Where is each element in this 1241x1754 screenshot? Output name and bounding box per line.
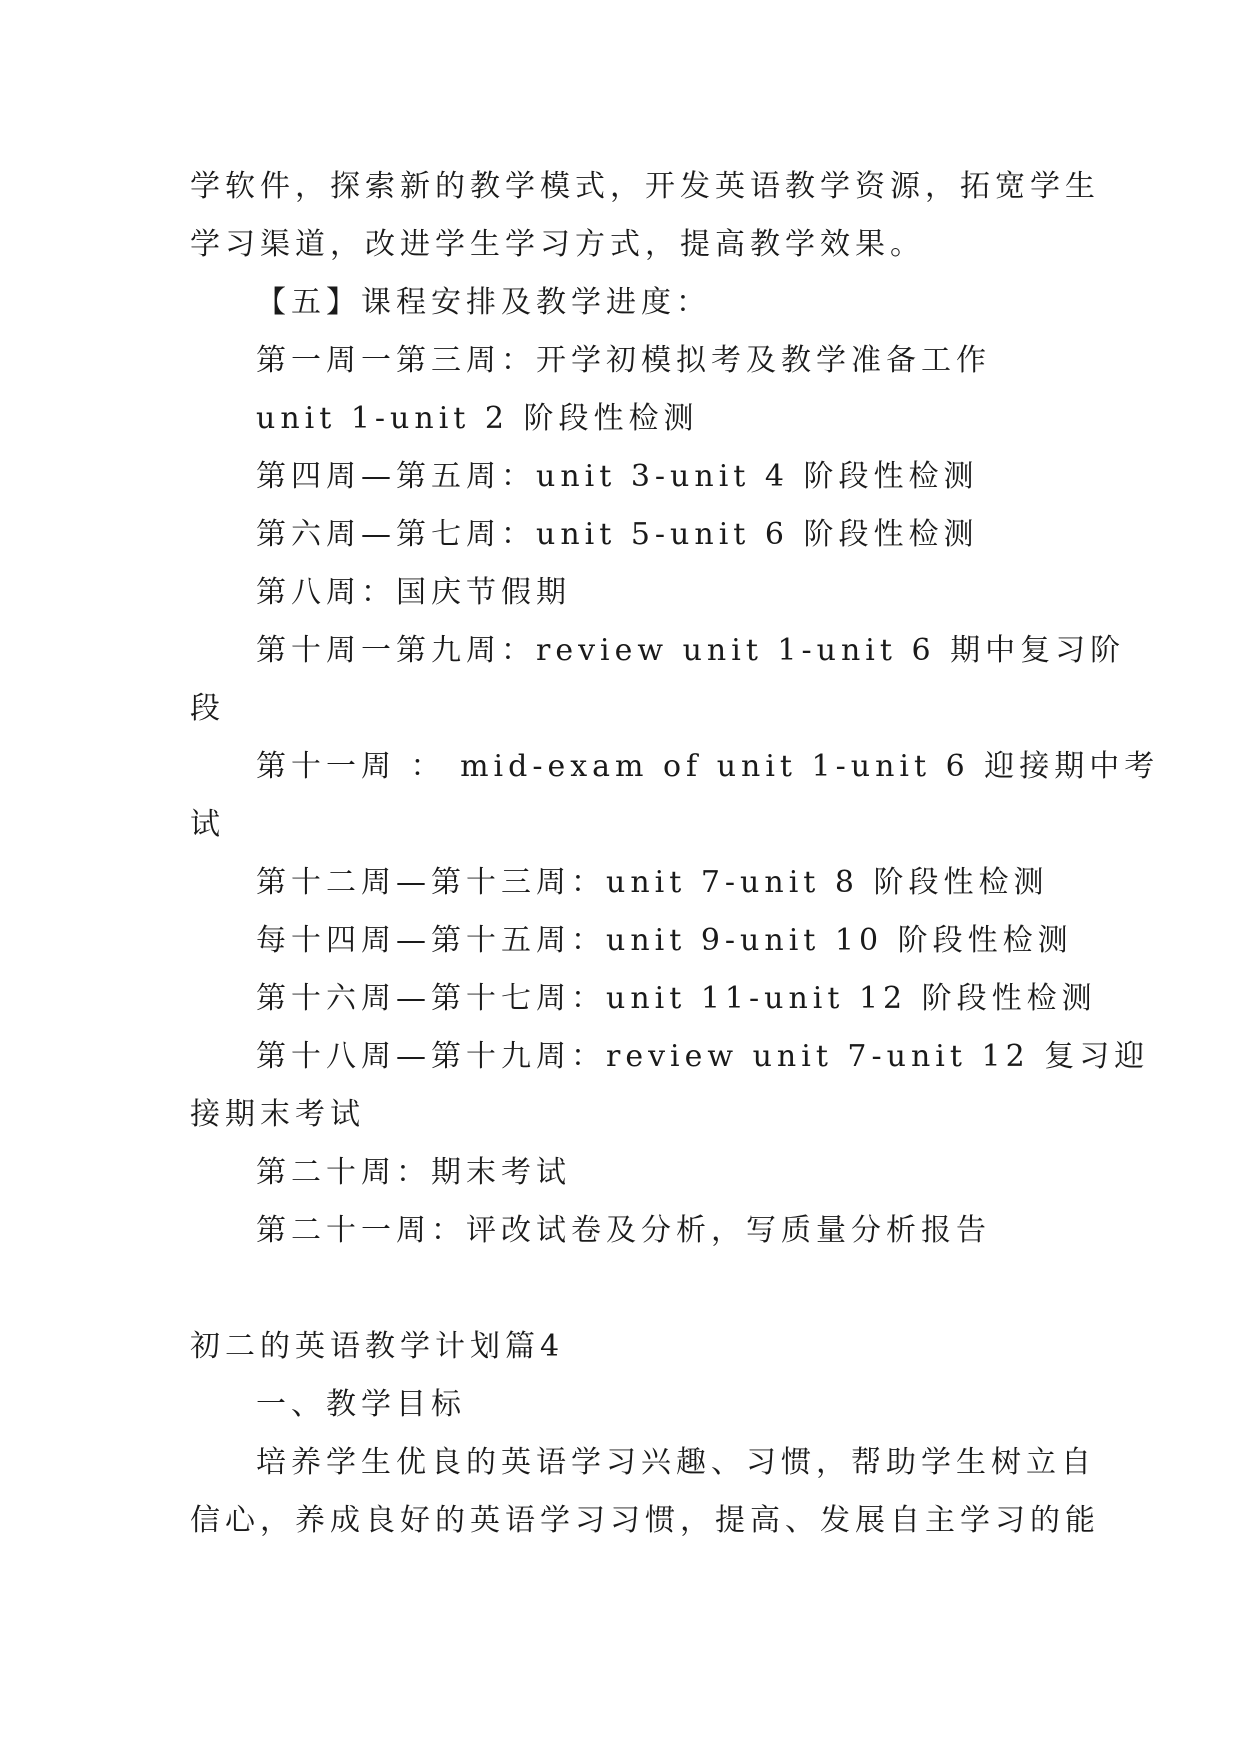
schedule-line: 第十二周—第十三周：unit 7-unit 8 阶段性检测 <box>256 865 1049 900</box>
schedule-line-continuation: 接期末考试 <box>190 1097 365 1132</box>
schedule-line: 第一周一第三周：开学初模拟考及教学准备工作 <box>256 343 991 378</box>
schedule-line: 第十周一第九周：review unit 1-unit 6 期中复习阶 <box>256 633 1126 668</box>
section-spacer <box>190 1260 1050 1318</box>
intro-line-1: 学软件，探索新的教学模式，开发英语教学资源，拓宽学生 <box>190 169 1100 204</box>
schedule-line-continuation: 段 <box>190 691 225 726</box>
schedule-line: 第十六周—第十七周：unit 11-unit 12 阶段性检测 <box>256 981 1097 1016</box>
section-body-line-2: 信心，养成良好的英语学习习惯，提高、发展自主学习的能 <box>190 1503 1100 1538</box>
schedule-line: 第二十一周：评改试卷及分析，写质量分析报告 <box>256 1213 991 1248</box>
schedule-line: 第十一周 ： mid-exam of unit 1-unit 6 迎接期中考 <box>256 749 1160 784</box>
schedule-line-continuation: 试 <box>190 807 225 842</box>
schedule-line: 第四周—第五周：unit 3-unit 4 阶段性检测 <box>256 459 979 494</box>
schedule-line: unit 1-unit 2 阶段性检测 <box>256 401 699 436</box>
schedule-line: 每十四周—第十五周：unit 9-unit 10 阶段性检测 <box>256 923 1073 958</box>
schedule-line: 第六周—第七周：unit 5-unit 6 阶段性检测 <box>256 517 979 552</box>
section-subheading: 一、教学目标 <box>256 1387 466 1422</box>
schedule-line: 第二十周：期末考试 <box>256 1155 571 1190</box>
intro-line-2: 学习渠道，改进学生学习方式，提高教学效果。 <box>190 227 925 262</box>
page-content <box>190 158 1160 1550</box>
schedule-line: 第十八周—第十九周：review unit 7-unit 12 复习迎 <box>256 1039 1150 1074</box>
section-body-line-1: 培养学生优良的英语学习兴趣、习惯，帮助学生树立自 <box>256 1445 1096 1480</box>
section-title: 初二的英语教学计划篇4 <box>190 1329 565 1364</box>
schedule-heading: 【五】课程安排及教学进度： <box>256 285 711 320</box>
schedule-line: 第八周：国庆节假期 <box>256 575 571 610</box>
